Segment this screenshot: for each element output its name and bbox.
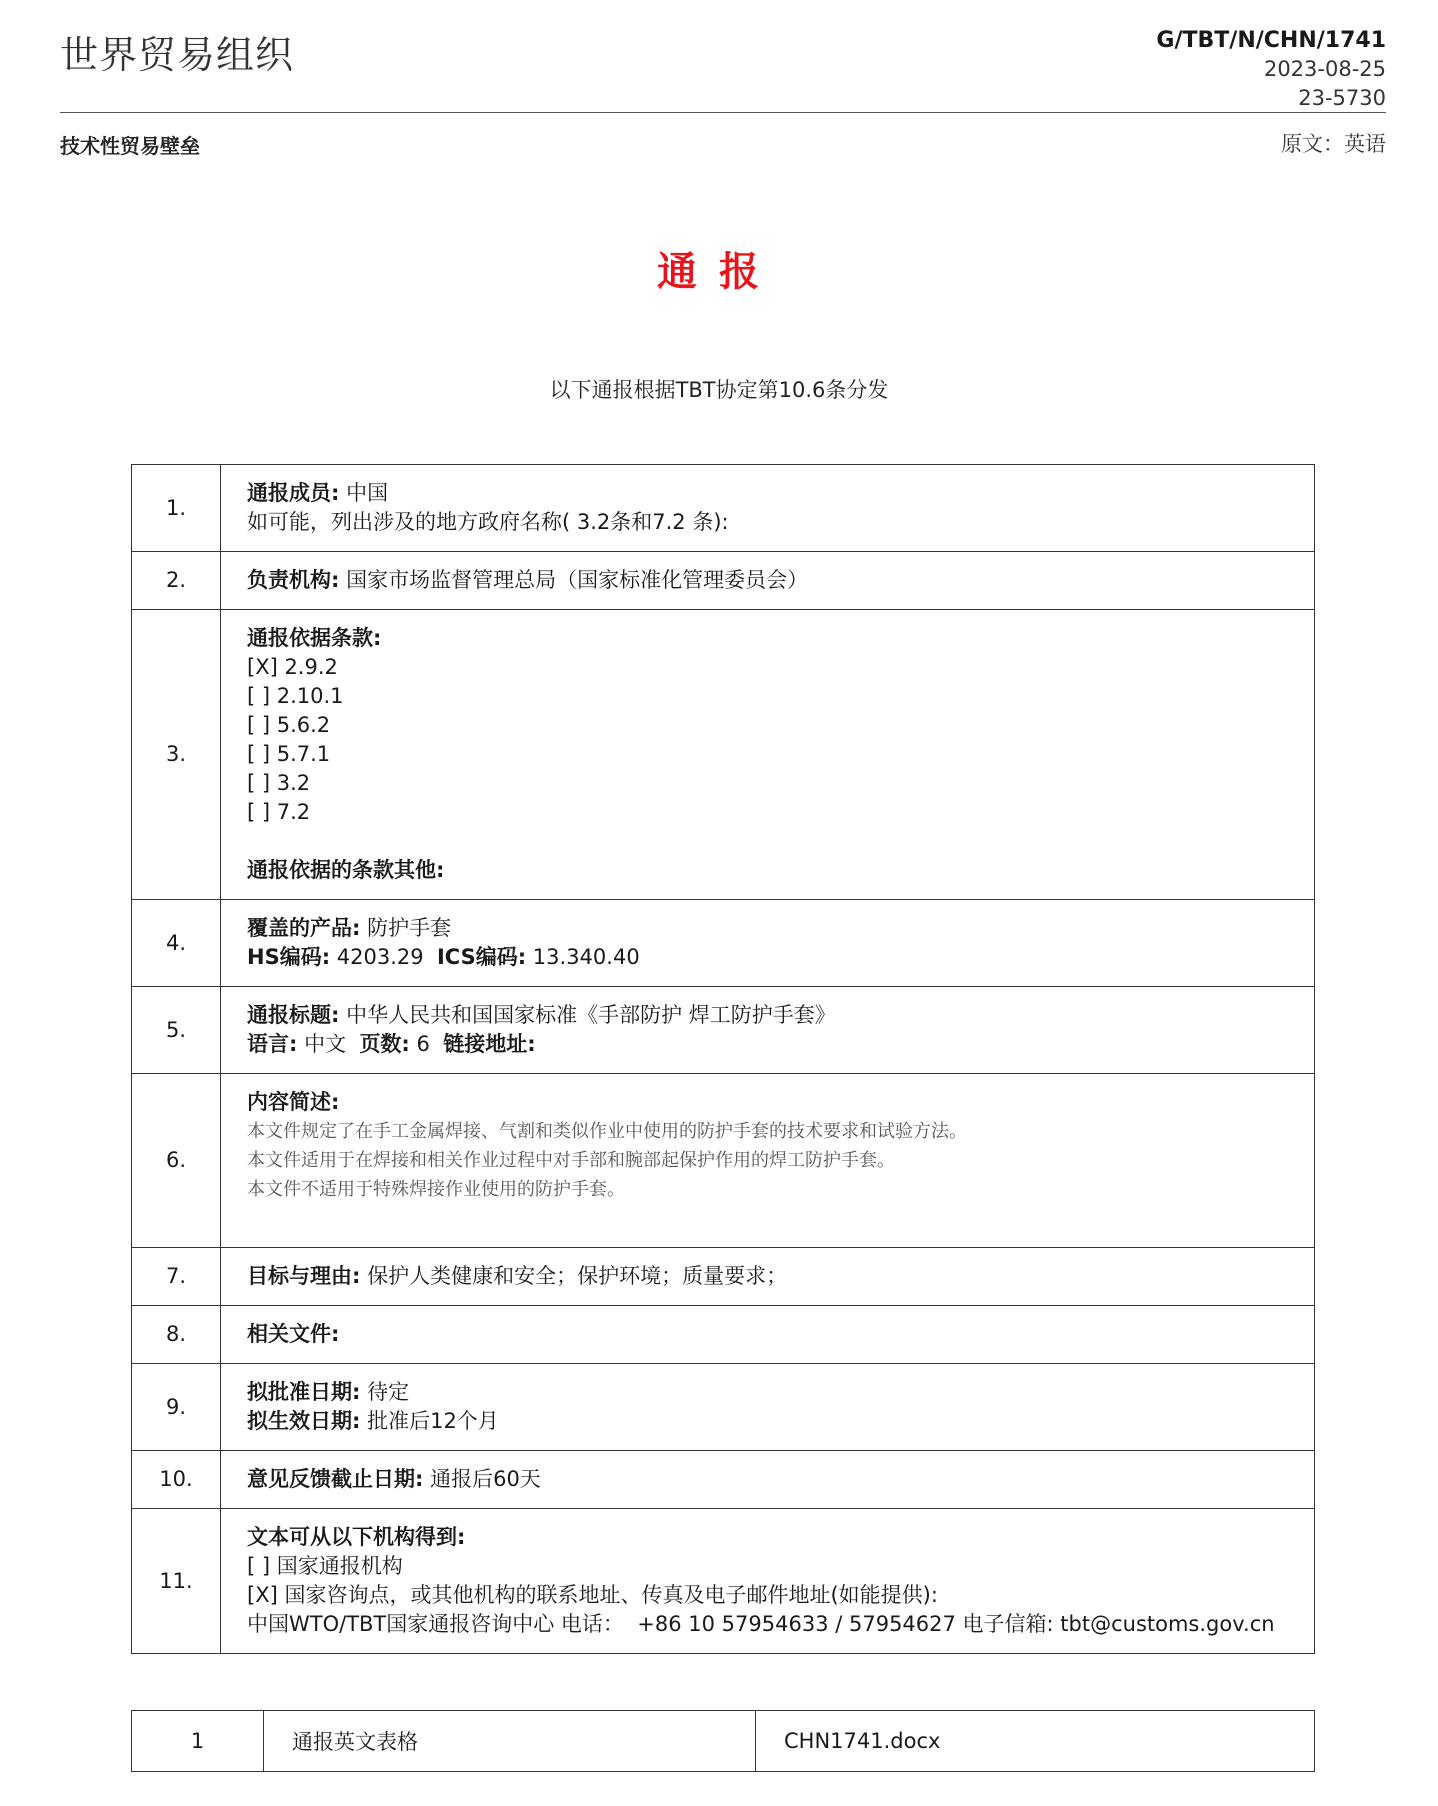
description-line: 本文件不适用于特殊焊接作业使用的防护手套。 [247, 1179, 625, 1200]
description-line: 本文件适用于在焊接和相关作业过程中对手部和腕部起保护作用的焊工防护手套。 [247, 1150, 895, 1171]
field-label: 拟生效日期: [247, 1409, 361, 1433]
table-row [132, 1509, 1315, 1654]
attachment-file-link[interactable]: CHN1741.docx [756, 1711, 1315, 1772]
ics-code-label: ICS编码: [436, 945, 527, 969]
row-number: 2. [132, 552, 221, 610]
field-value: 中国 [339, 481, 389, 505]
table-row [132, 1711, 1315, 1772]
row-content [221, 465, 1315, 552]
checkbox-item: [ ] 5.6.2 [247, 713, 331, 737]
field-label: 通报成员: [247, 481, 340, 505]
link-label: 链接地址: [443, 1032, 536, 1056]
row-number: 8. [132, 1306, 221, 1364]
hs-code-label: HS编码: [247, 945, 331, 969]
attachment-table [131, 1710, 1315, 1772]
attachment-description: 通报英文表格 [264, 1711, 756, 1772]
document-meta [1156, 26, 1386, 113]
table-row [132, 987, 1315, 1074]
row-number: 11. [132, 1509, 221, 1654]
row-number: 3. [132, 610, 221, 900]
row-content [221, 552, 1315, 610]
language-label: 语言: [247, 1032, 298, 1056]
document-symbol: G/TBT/N/CHN/1741 [1156, 28, 1386, 53]
table-row [132, 1364, 1315, 1451]
notification-table [131, 464, 1315, 1654]
field-label: 负责机构: [247, 568, 340, 592]
field-value: 国家市场监督管理总局（国家标准化管理委员会） [339, 568, 809, 592]
row-content [221, 900, 1315, 987]
row-content [221, 1248, 1315, 1306]
document-reference: 23-5730 [1298, 86, 1386, 110]
table-row [132, 465, 1315, 552]
row-number: 7. [132, 1248, 221, 1306]
field-label: 相关文件: [247, 1322, 340, 1346]
table-row [132, 1248, 1315, 1306]
row-number: 6. [132, 1074, 221, 1248]
row-number: 1. [132, 465, 221, 552]
field-value: 通报后60天 [423, 1467, 541, 1491]
row-content [221, 987, 1315, 1074]
row-number: 9. [132, 1364, 221, 1451]
row-content [221, 1451, 1315, 1509]
field-value: 保护人类健康和安全；保护环境；质量要求； [360, 1264, 788, 1288]
hs-code-value: 4203.29 [330, 945, 437, 969]
document-date: 2023-08-25 [1263, 57, 1386, 81]
checkbox-item: [X] 国家咨询点，或其他机构的联系地址、传真及电子邮件地址(如能提供): [247, 1583, 938, 1607]
table-row [132, 1306, 1315, 1364]
field-label: 覆盖的产品: [247, 916, 361, 940]
table-row [132, 1451, 1315, 1509]
field-value: 待定 [360, 1380, 410, 1404]
field-value: 防护手套 [360, 916, 452, 940]
row-content [221, 1364, 1315, 1451]
row-number: 5. [132, 987, 221, 1074]
row-content [221, 610, 1315, 900]
ics-code-value: 13.340.40 [526, 945, 640, 969]
checkbox-item: [ ] 7.2 [247, 800, 311, 824]
page-title: 通报 [657, 249, 781, 295]
table-row [132, 1074, 1315, 1248]
contact-text: 中国WTO/TBT国家通报咨询中心 电话： +86 10 57954633 / 57954627 电子信箱: tbt@customs.gov.cn [247, 1612, 1275, 1636]
language-value: 中文 [297, 1032, 360, 1056]
committee-name: 技术性贸易壁垒 [60, 134, 200, 158]
checkbox-item: [ ] 2.10.1 [247, 684, 344, 708]
checkbox-item: [ ] 国家通报机构 [247, 1554, 403, 1578]
header-divider [60, 112, 1386, 113]
pages-label: 页数: [359, 1032, 410, 1056]
field-label: 通报标题: [247, 1003, 340, 1027]
field-label: 目标与理由: [247, 1264, 361, 1288]
row-content [221, 1306, 1315, 1364]
table-row [132, 610, 1315, 900]
row-number: 4. [132, 900, 221, 987]
pages-value: 6 [409, 1032, 444, 1056]
field-label: 通报依据条款: [247, 626, 382, 650]
contact-info [247, 1610, 1288, 1639]
table-row [132, 552, 1315, 610]
field-label: 拟批准日期: [247, 1380, 361, 1404]
field-label: 通报依据的条款其他: [247, 858, 445, 882]
intro-text: 以下通报根据TBT协定第10.6条分发 [549, 378, 889, 402]
field-value: 中华人民共和国国家标准《手部防护 焊工防护手套》 [339, 1003, 836, 1027]
field-label: 内容简述: [247, 1090, 340, 1114]
field-label: 意见反馈截止日期: [247, 1467, 424, 1491]
checkbox-item: [ ] 5.7.1 [247, 742, 331, 766]
attachment-number: 1 [132, 1711, 264, 1772]
original-language: 原文：英语 [1281, 132, 1386, 156]
description-line: 本文件规定了在手工金属焊接、气割和类似作业中使用的防护手套的技术要求和试验方法。 [247, 1121, 967, 1142]
field-label: 文本可从以下机构得到: [247, 1525, 466, 1549]
row-content [221, 1074, 1315, 1248]
field-note: 如可能，列出涉及的地方政府名称( 3.2条和7.2 条): [247, 510, 729, 534]
row-number: 10. [132, 1451, 221, 1509]
org-name: 世界贸易组织 [60, 33, 295, 77]
checkbox-item: [ ] 3.2 [247, 771, 311, 795]
checkbox-item: [X] 2.9.2 [247, 655, 338, 679]
field-value: 批准后12个月 [360, 1409, 499, 1433]
row-content [221, 1509, 1315, 1654]
table-row [132, 900, 1315, 987]
